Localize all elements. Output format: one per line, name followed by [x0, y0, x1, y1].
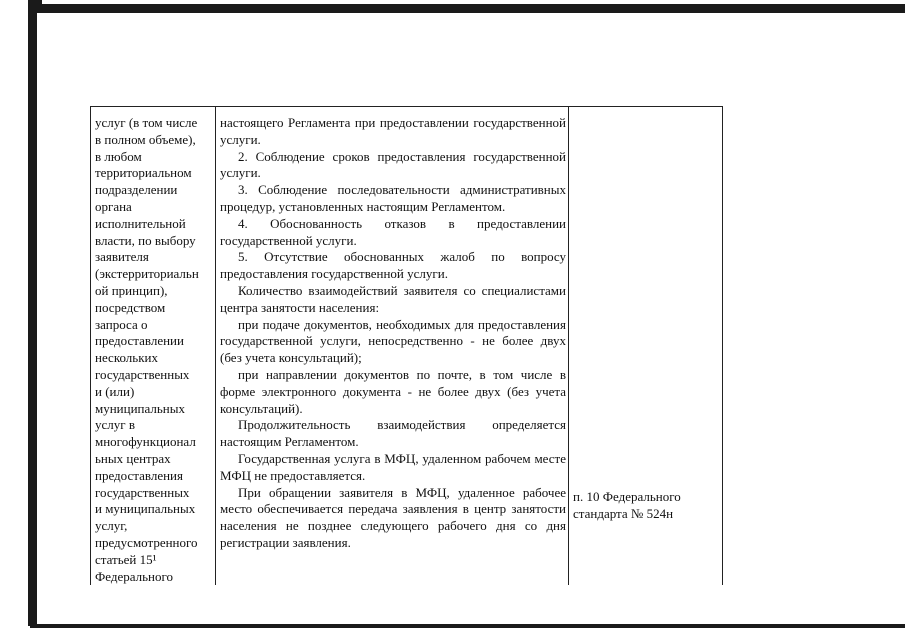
- indicator-line: предоставления: [95, 467, 183, 483]
- indicator-line: запроса о: [95, 316, 148, 332]
- indicator-line: государственных: [95, 484, 190, 500]
- scan-border-top: [28, 4, 905, 13]
- description-paragraph: Продолжительность взаимодействия определяется настоящим Регламентом.: [220, 417, 566, 450]
- description-paragraph: настоящего Регламента при предоставлении государственной услуги.: [220, 115, 566, 147]
- description-paragraph: При обращении заявителя в МФЦ, удаленное рабочее место обеспечивается передача заявления в центр занятости населения не позднее следующего рабочего дня со дня регистрации заявления.: [220, 484, 566, 550]
- indicator-line: в полном объеме),: [95, 131, 196, 147]
- indicator-line: заявителя: [95, 249, 149, 265]
- indicator-line: посредством: [95, 299, 166, 315]
- regulation-table: [90, 106, 723, 596]
- indicator-column-cell: [91, 107, 216, 585]
- indicator-line: подразделении: [95, 182, 178, 198]
- indicator-line: Федерального: [95, 568, 174, 584]
- indicator-line: (экстерриториальн: [95, 266, 199, 282]
- indicator-line: статьей 15¹: [95, 551, 157, 567]
- reference-line: стандарта № 524н: [573, 505, 674, 521]
- indicator-line: органа: [95, 198, 132, 214]
- indicator-line: ой принцип),: [95, 282, 168, 298]
- description-paragraph: 3. Соблюдение последовательности административных процедур, установленных настоящим Регламентом.: [220, 182, 566, 214]
- table-row: [91, 107, 723, 585]
- indicator-line: территориальном: [95, 165, 192, 181]
- scan-border-bottom: [30, 624, 905, 628]
- indicator-line: государственных: [95, 366, 190, 382]
- indicator-line: власти, по выбору: [95, 232, 196, 248]
- indicator-line: предоставлении: [95, 333, 184, 349]
- indicator-line: предусмотренного: [95, 534, 198, 550]
- description-paragraph: 2. Соблюдение сроков предоставления государственной услуги.: [220, 148, 566, 181]
- regulation-table-grid: [90, 107, 723, 585]
- indicator-line: ьных центрах: [95, 450, 171, 466]
- indicator-line: услуг в: [95, 417, 135, 433]
- description-paragraph: 5. Отсутствие обоснованных жалоб по вопросу предоставления государственной услуги.: [220, 249, 566, 282]
- description-paragraph: при подаче документов, необходимых для предоставления государственной услуги, непосредственно - не более двух (без учета консультаций);: [220, 316, 566, 366]
- indicator-line: услуг,: [95, 518, 128, 534]
- indicator-line: многофункционал: [95, 434, 196, 450]
- indicator-line: исполнительной: [95, 215, 186, 231]
- description-paragraph: Государственная услуга в МФЦ, удаленном рабочем месте МФЦ не предоставляется.: [220, 450, 566, 483]
- description-text: [220, 115, 566, 552]
- indicator-line: и муниципальных: [95, 501, 196, 517]
- indicator-line: в любом: [95, 148, 142, 164]
- scan-border-left: [28, 4, 37, 626]
- reference-line: п. 10 Федерального: [573, 489, 681, 504]
- indicator-text: [95, 115, 213, 585]
- indicator-line: услуг (в том числе: [95, 115, 198, 130]
- description-paragraph: при направлении документов по почте, в том числе в форме электронного документа - не более двух (без учета консультаций).: [220, 366, 566, 416]
- description-paragraph: 4. Обоснованность отказов в предоставлении государственной услуги.: [220, 215, 566, 248]
- description-paragraph: Количество взаимодействий заявителя со специалистами центра занятости населения:: [220, 282, 566, 315]
- reference-column-cell: [569, 107, 723, 585]
- indicator-line: нескольких: [95, 350, 158, 366]
- description-column-cell: [216, 107, 569, 585]
- indicator-line: муниципальных: [95, 400, 186, 416]
- indicator-line: и (или): [95, 383, 135, 399]
